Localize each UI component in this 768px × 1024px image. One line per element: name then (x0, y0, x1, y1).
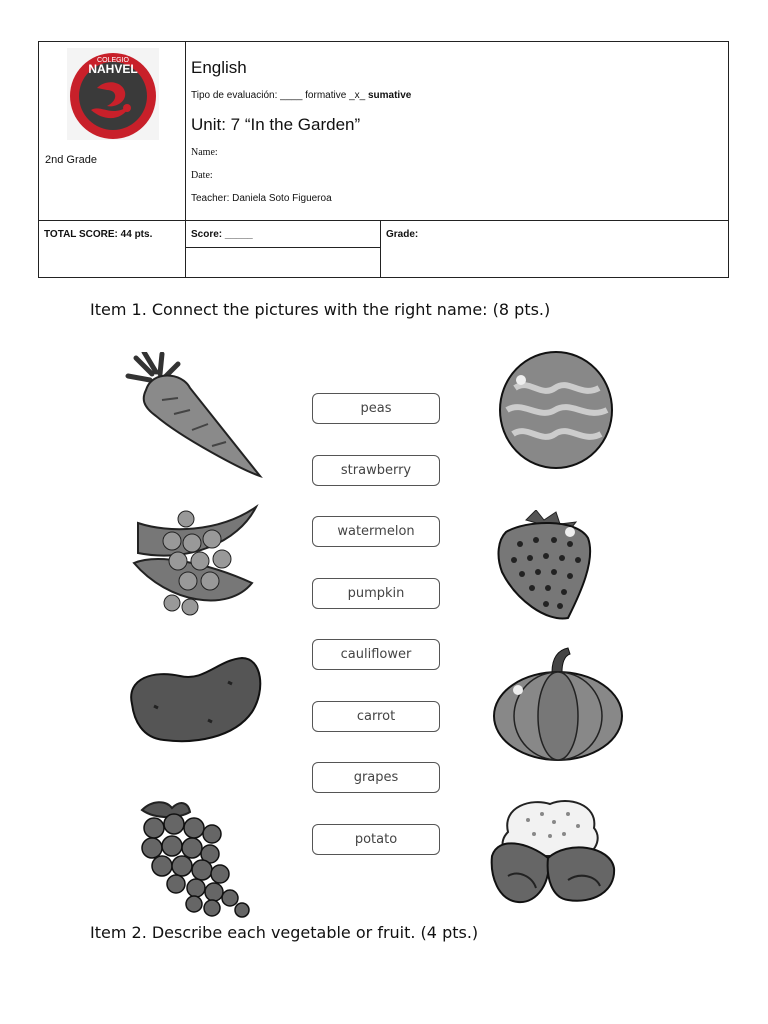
total-score: TOTAL SCORE: 44 pts. (39, 221, 186, 278)
word-box-potato[interactable]: potato (312, 824, 440, 855)
word-box-peas[interactable]: peas (312, 393, 440, 424)
grade-field[interactable]: Grade: (381, 221, 729, 278)
potato-picture[interactable] (124, 654, 264, 744)
score-value-cell[interactable] (186, 248, 381, 278)
carrot-picture[interactable] (122, 352, 264, 480)
subject-title: English (191, 58, 247, 77)
strawberry-picture[interactable] (496, 510, 596, 622)
cauliflower-picture[interactable] (488, 796, 618, 908)
word-box-strawberry[interactable]: strawberry (312, 455, 440, 486)
word-box-pumpkin[interactable]: pumpkin (312, 578, 440, 609)
word-box-grapes[interactable]: grapes (312, 762, 440, 793)
teacher-field: Teacher: Daniela Soto Figueroa (191, 193, 332, 204)
peas-picture[interactable] (128, 503, 260, 621)
info-cell (186, 42, 729, 221)
item2-title: Item 2. Describe each vegetable or fruit. (4 pts.) (90, 923, 479, 942)
name-field[interactable]: Name: (191, 147, 218, 158)
logo-cell (39, 42, 186, 221)
evaluation-summative: sumative (367, 90, 412, 101)
watermelon-picture[interactable] (495, 348, 617, 472)
item1-title: Item 1. Connect the pictures with the right name: (8 pts.) (90, 300, 551, 319)
grade-level: 2nd Grade (45, 154, 97, 166)
word-box-watermelon[interactable]: watermelon (312, 516, 440, 547)
logo-text-top: COLEGIO (97, 57, 129, 64)
header-table (38, 41, 729, 278)
evaluation-type (191, 90, 411, 101)
grapes-picture[interactable] (136, 798, 258, 920)
word-box-carrot[interactable]: carrot (312, 701, 440, 732)
score-label: Score: _____ (186, 221, 381, 248)
logo-text-main: NAHVEL (88, 62, 138, 76)
unit-title: Unit: 7 “In the Garden” (191, 115, 361, 134)
date-field[interactable]: Date: (191, 170, 213, 181)
evaluation-prefix: Tipo de evaluación: ____ formative (191, 90, 350, 101)
evaluation-mark: _x_ (349, 90, 366, 101)
school-logo (67, 48, 159, 140)
pumpkin-picture[interactable] (490, 646, 626, 762)
word-box-cauliflower[interactable]: cauliflower (312, 639, 440, 670)
